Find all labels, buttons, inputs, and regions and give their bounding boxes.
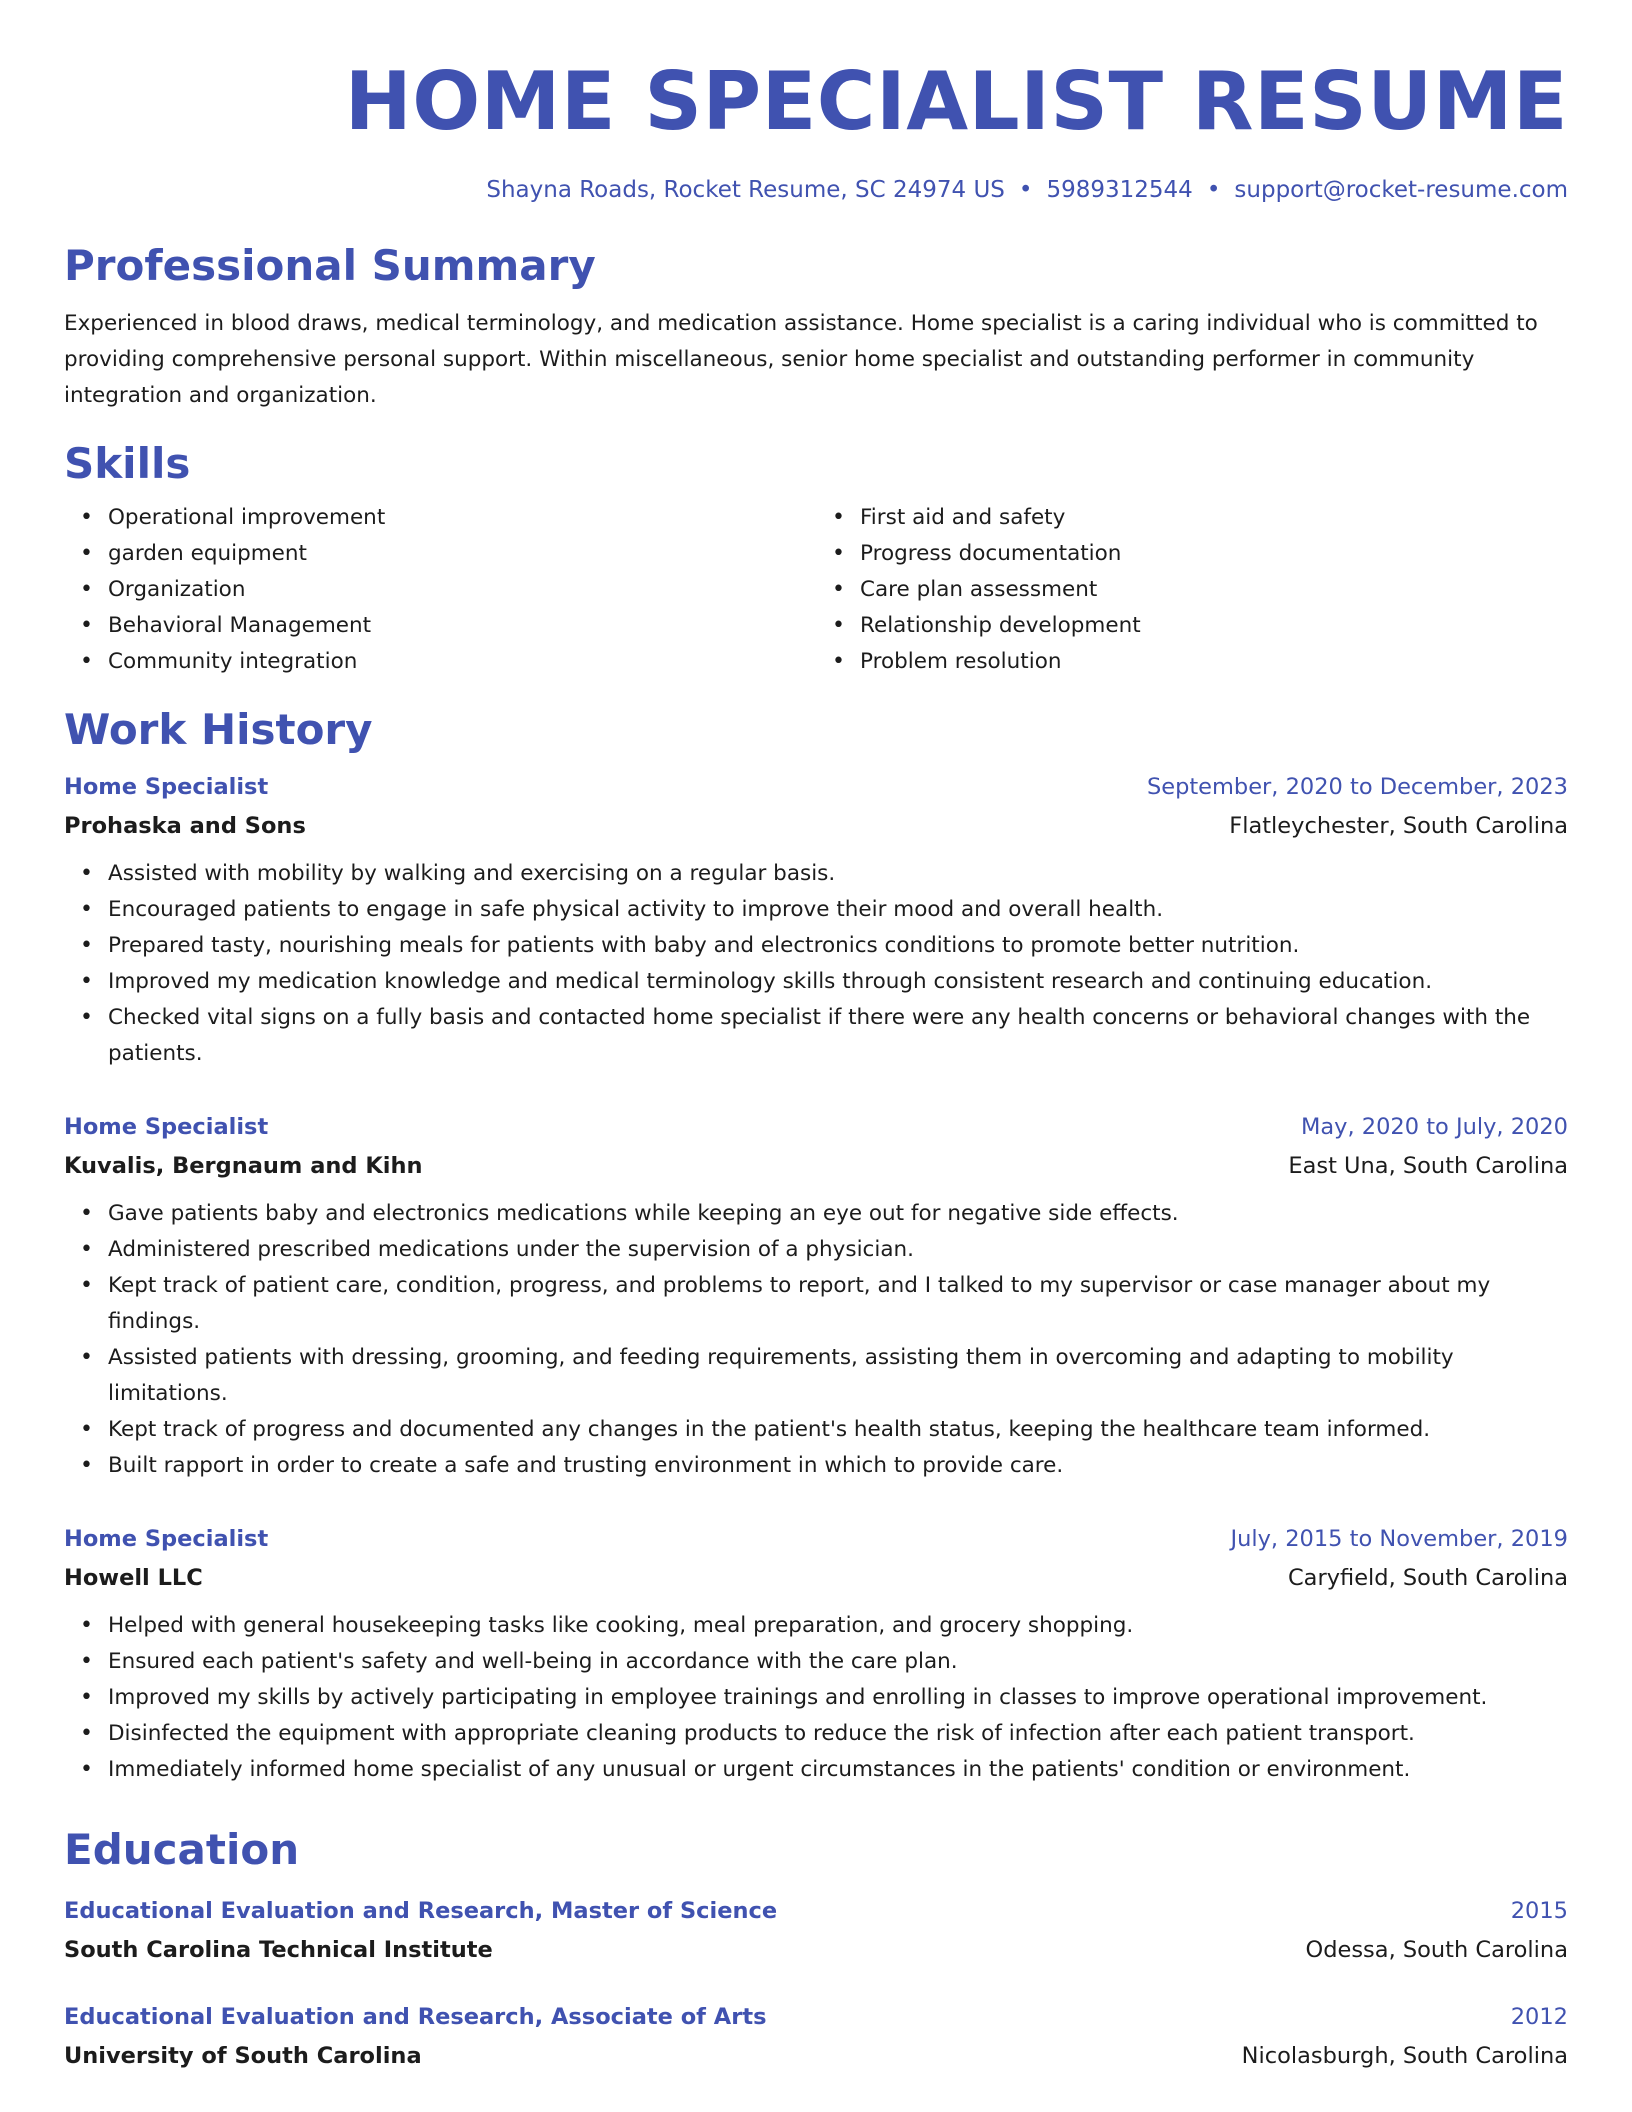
- work-history-heading: Work History: [64, 705, 373, 754]
- education-degree-row: [64, 1998, 1568, 2036]
- contact-address: Shayna Roads, Rocket Resume, SC 24974 US: [486, 177, 1005, 203]
- job-role: Home Specialist: [64, 1526, 269, 1552]
- contact-email[interactable]: support@rocket-resume.com: [1234, 177, 1568, 203]
- job-duty: • Disinfected the equipment with appropriate cleaning products to reduce the risk of infection after each patient transport.: [64, 1716, 1568, 1752]
- job-duty: • Gave patients baby and electronics medications while keeping an eye out for negative side effects.: [64, 1196, 1568, 1232]
- job-duty: • Administered prescribed medications under the supervision of a physician.: [64, 1232, 1568, 1268]
- education-school: South Carolina Technical Institute: [64, 1937, 493, 1963]
- job-role: Home Specialist: [64, 1114, 269, 1140]
- contact-line: [64, 174, 1568, 206]
- job-header-row: [64, 768, 1568, 806]
- skills-heading: Skills: [64, 439, 191, 488]
- job-duty: • Helped with general housekeeping tasks like cooking, meal preparation, and grocery shopping.: [64, 1608, 1568, 1644]
- job-role: Home Specialist: [64, 774, 269, 800]
- job-duty: • Improved my medication knowledge and medical terminology skills through consistent research and continuing education.: [64, 964, 1568, 1000]
- resume-title: HOME SPECIALIST RESUME: [344, 55, 1568, 148]
- education-entry: [64, 1998, 1568, 2076]
- job-duty: • Built rapport in order to create a safe and trusting environment in which to provide care.: [64, 1448, 1568, 1484]
- job-duty: • Assisted with mobility by walking and exercising on a regular basis.: [64, 856, 1568, 892]
- job-company: Prohaska and Sons: [64, 813, 306, 839]
- job-header-row: [64, 1108, 1568, 1146]
- summary-text: Experienced in blood draws, medical terminology, and medication assistance. Home specialist is a caring individual who is committed to providing comprehensive personal support. Within miscellaneous, senior home specialist and outstanding performer in community integration and organization.: [64, 311, 1538, 408]
- summary-heading: Professional Summary: [64, 241, 596, 290]
- job-location: Flatleychester, South Carolina: [1229, 813, 1568, 839]
- education-school: University of South Carolina: [64, 2043, 422, 2069]
- job-entry: [64, 1108, 1568, 1484]
- skill-item: • First aid and safety: [816, 500, 1568, 536]
- job-duties: [64, 1196, 1568, 1484]
- job-duty: • Checked vital signs on a fully basis and contacted home specialist if there were any health concerns or behavioral changes with the patients.: [64, 1000, 1568, 1072]
- education-degree-row: [64, 1892, 1568, 1930]
- skill-item: • Progress documentation: [816, 536, 1568, 572]
- skills-list-left: [64, 500, 816, 680]
- skill-item: • Relationship development: [816, 608, 1568, 644]
- skills-columns: [64, 500, 1568, 680]
- education-location: Nicolasburgh, South Carolina: [1241, 2043, 1568, 2069]
- job-duty: • Encouraged patients to engage in safe physical activity to improve their mood and overall health.: [64, 892, 1568, 928]
- skills-list-right: [816, 500, 1568, 680]
- job-location: East Una, South Carolina: [1288, 1153, 1568, 1179]
- job-company: Kuvalis, Bergnaum and Kihn: [64, 1153, 423, 1179]
- job-dates: July, 2015 to November, 2019: [1230, 1526, 1568, 1552]
- education-section: [64, 1822, 1568, 2076]
- job-location: Caryfield, South Carolina: [1287, 1565, 1568, 1591]
- education-school-row: [64, 1930, 1568, 1970]
- job-duties: [64, 1608, 1568, 1788]
- skill-item: • Behavioral Management: [64, 608, 816, 644]
- education-school-row: [64, 2036, 1568, 2076]
- resume-header: [64, 0, 1568, 206]
- job-duty: • Prepared tasty, nourishing meals for patients with baby and electronics conditions to promote better nutrition.: [64, 928, 1568, 964]
- skill-item: • Organization: [64, 572, 816, 608]
- skills-section: [64, 436, 1568, 680]
- summary-section: [64, 238, 1568, 414]
- job-duty: • Kept track of patient care, condition, progress, and problems to report, and I talked to my supervisor or case manager about my findings.: [64, 1268, 1568, 1340]
- education-entry: [64, 1892, 1568, 1970]
- job-company-row: [64, 1146, 1568, 1186]
- education-location: Odessa, South Carolina: [1305, 1937, 1568, 1963]
- job-duties: [64, 856, 1568, 1072]
- contact-separator: •: [1206, 177, 1221, 203]
- job-duty: • Improved my skills by actively participating in employee trainings and enrolling in classes to improve operational improvement.: [64, 1680, 1568, 1716]
- education-degree: Educational Evaluation and Research, Master of Science: [64, 1898, 778, 1924]
- education-year: 2012: [1510, 2004, 1568, 2030]
- work-history-section: [64, 702, 1568, 1788]
- job-entry: [64, 768, 1568, 1072]
- skill-item: • Problem resolution: [816, 644, 1568, 680]
- education-year: 2015: [1510, 1898, 1568, 1924]
- skill-item: • Care plan assessment: [816, 572, 1568, 608]
- education-degree: Educational Evaluation and Research, Associate of Arts: [64, 2004, 767, 2030]
- skill-item: • Community integration: [64, 644, 816, 680]
- job-company-row: [64, 1558, 1568, 1598]
- education-heading: Education: [64, 1825, 300, 1874]
- job-duty: • Assisted patients with dressing, grooming, and feeding requirements, assisting them in overcoming and adapting to mobility limitations.: [64, 1340, 1568, 1412]
- job-duty: • Ensured each patient's safety and well-being in accordance with the care plan.: [64, 1644, 1568, 1680]
- skill-item: • garden equipment: [64, 536, 816, 572]
- contact-separator: •: [1018, 177, 1033, 203]
- job-entry: [64, 1520, 1568, 1788]
- job-dates: September, 2020 to December, 2023: [1146, 774, 1568, 800]
- skill-item: • Operational improvement: [64, 500, 816, 536]
- job-header-row: [64, 1520, 1568, 1558]
- job-duty: • Immediately informed home specialist of any unusual or urgent circumstances in the patients' condition or environment.: [64, 1752, 1568, 1788]
- job-company-row: [64, 806, 1568, 846]
- job-duty: • Kept track of progress and documented any changes in the patient's health status, keeping the healthcare team informed.: [64, 1412, 1568, 1448]
- job-dates: May, 2020 to July, 2020: [1300, 1114, 1568, 1140]
- job-company: Howell LLC: [64, 1565, 203, 1591]
- contact-phone[interactable]: 5989312544: [1046, 177, 1193, 203]
